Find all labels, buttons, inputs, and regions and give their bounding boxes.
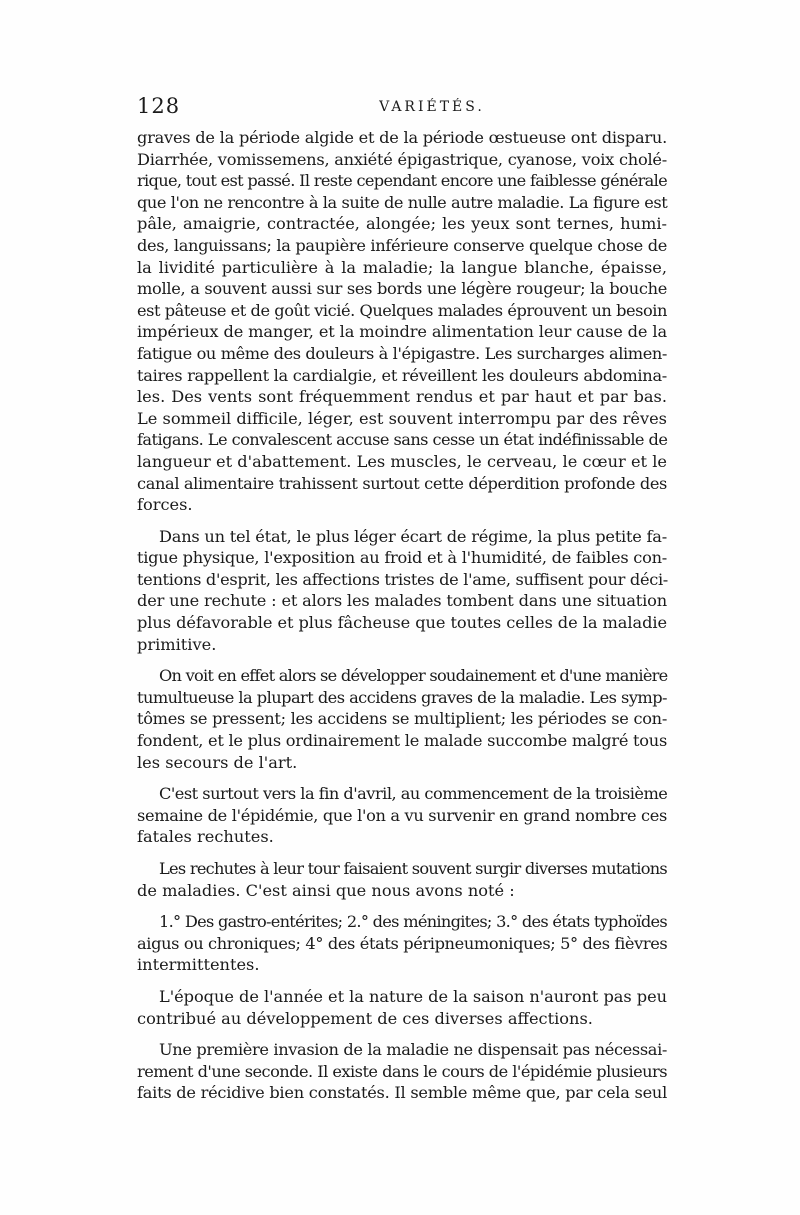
running-title: VARIÉTÉS. [379, 99, 485, 115]
text-line: Les rechutes à leur tour faisaient souvent surgir diverses mutations [159, 859, 667, 878]
text-line: impérieux de manger, et la moindre alimentation leur cause de la [137, 322, 667, 342]
text-line: Une première invasion de la maladie ne dispensait pas nécessai- [159, 1040, 667, 1060]
text-line: primitive. [137, 634, 217, 654]
text-line: Le sommeil difficile, léger, est souvent interrompu par des rêves [137, 408, 667, 428]
text-line: langueur et d'abattement. Les muscles, le cerveau, le cœur et le [137, 451, 667, 471]
text-line: der une rechute : et alors les malades tombent dans une situation [137, 591, 667, 611]
page-header [137, 94, 667, 124]
text-line: semaine de l'épidémie, que l'on a vu survenir en grand nombre ces [137, 805, 667, 825]
paragraph [137, 986, 667, 1029]
text-line: contribué au développement de ces diverses affections. [137, 1008, 593, 1028]
text-line: canal alimentaire trahissent surtout cette déperdition profonde des [137, 473, 667, 493]
text-line: fatales rechutes. [137, 827, 274, 847]
text-line: tigue physique, l'exposition au froid et à l'humidité, de faibles con- [137, 548, 667, 568]
page-body-text [137, 127, 667, 1104]
text-line: plus défavorable et plus fâcheuse que toutes celles de la maladie [137, 613, 667, 633]
text-line: fondent, et le plus ordinairement le malade succombe malgré tous [137, 731, 667, 751]
text-line: fatigans. Le convalescent accuse sans cesse un état indéfinissable de [137, 430, 668, 450]
paragraph [137, 526, 667, 656]
text-line: Diarrhée, vomissemens, anxiété épigastrique, cyanose, voix cholé- [137, 149, 667, 169]
text-line: fatigue ou même des douleurs à l'épigastre. Les surcharges alimen- [137, 343, 667, 363]
paragraph [137, 665, 667, 773]
paragraph [137, 127, 667, 516]
text-line: la lividité particulière à la maladie; la langue blanche, épaisse, [137, 257, 667, 277]
text-line: tômes se pressent; les accidens se multiplient; les périodes se con- [137, 709, 667, 729]
text-line: les secours de l'art. [137, 752, 298, 772]
paragraph [137, 783, 667, 848]
text-line: tentions d'esprit, les affections tristes de l'ame, suffisent pour déci- [137, 569, 668, 589]
text-line: des, languissans; la paupière inférieure conserve quelque chose de [137, 235, 667, 255]
text-line: forces. [137, 495, 193, 515]
text-line: aigus ou chroniques; 4° des états péripneumoniques; 5° des fièvres [137, 933, 668, 953]
text-line: pâle, amaigrie, contractée, alongée; les yeux sont ternes, humi- [137, 214, 667, 234]
text-line: faits de récidive bien constatés. Il semble même que, par cela seul [137, 1083, 667, 1103]
text-line: Dans un tel état, le plus léger écart de régime, la plus petite fa- [159, 526, 667, 546]
page-number: 128 [137, 94, 181, 118]
text-line: que l'on ne rencontre à la suite de nulle autre maladie. La figure est [137, 192, 668, 212]
text-line: C'est surtout vers la fin d'avril, au commencement de la troisième [159, 784, 668, 804]
text-line: rement d'une seconde. Il existe dans le cours de l'épidémie plusieurs [137, 1061, 667, 1081]
paragraph [137, 1039, 667, 1104]
text-line: molle, a souvent aussi sur ses bords une légère rougeur; la bouche [137, 279, 667, 299]
text-line: intermittentes. [137, 955, 260, 975]
paragraph [137, 911, 667, 976]
text-line: taires rappellent la cardialgie, et réveillent les douleurs abdomina- [137, 365, 667, 385]
text-line: On voit en effet alors se développer soudainement et d'une manière [159, 666, 668, 686]
paragraph [137, 858, 667, 901]
text-line: L'époque de l'année et la nature de la saison n'auront pas peu [159, 986, 667, 1006]
text-line: graves de la période algide et de la période œstueuse ont disparu. [137, 128, 667, 147]
text-line: les. Des vents sont fréquemment rendus et par haut et par bas. [137, 387, 667, 407]
text-line: rique, tout est passé. Il reste cependant encore une faiblesse générale [137, 171, 667, 191]
text-line: est pâteuse et de goût vicié. Quelques malades éprouvent un besoin [137, 300, 667, 320]
text-line: de maladies. C'est ainsi que nous avons noté : [137, 880, 515, 900]
text-line: 1.° Des gastro-entérites; 2.° des méningites; 3.° des états typhoïdes [159, 912, 667, 932]
text-line: tumultueuse la plupart des accidens graves de la maladie. Les symp- [137, 687, 667, 707]
